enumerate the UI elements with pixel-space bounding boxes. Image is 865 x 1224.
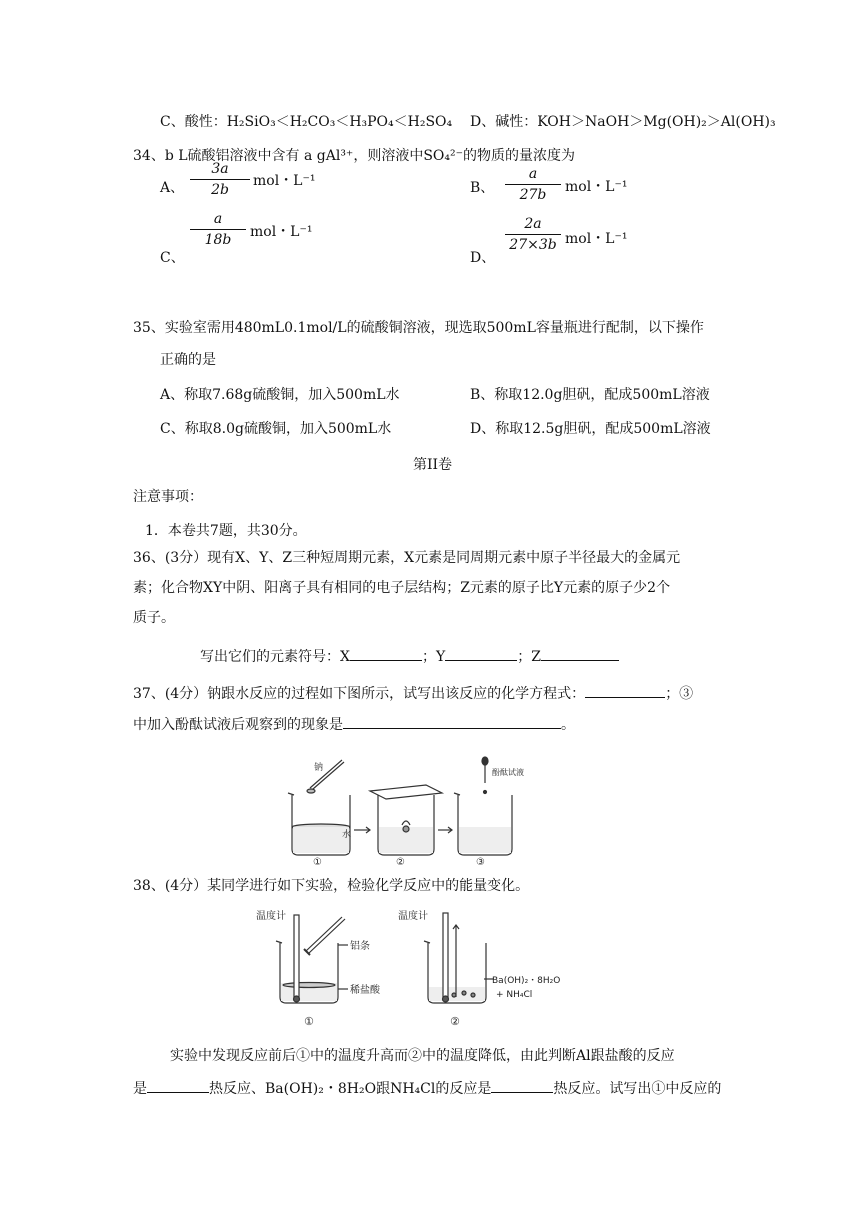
fraction-denominator: 27b [519,187,547,203]
fraction-denominator: 18b [204,232,232,248]
q37-line2 [133,714,575,735]
answer-blank-ba-heat[interactable] [491,1078,553,1093]
indicator-label: 酚酞试液 [492,768,524,777]
q37-line2-end: 。 [561,717,575,733]
answer-blank-y[interactable] [445,646,517,661]
q38-para-start: 是 [133,1081,147,1097]
figure-label-1: ① [304,1015,314,1028]
q34-option-a-letter: A、 [160,180,185,196]
q38-paragraph-line1: 实验中发现反应前后①中的温度升高而②中的温度降低，由此判断Al跟盐酸的反应 [170,1048,675,1064]
answer-blank-z[interactable] [541,646,619,661]
fraction-numerator: a [528,166,538,182]
water-label: 水 [342,830,352,840]
q36-line2: 素；化合物XY中阴、阳离子具有相同的电子层结构；Z元素的原子比Y元素的原子少2个 [133,580,671,596]
q38-para-middle: 热反应、Ba(OH)₂・8H₂O跟NH₄Cl的反应是 [209,1081,492,1097]
q34-option-a-unit: mol・L⁻¹ [253,173,316,189]
energy-experiment-figure [250,905,580,1030]
q35-stem-line1: 35、实验室需用480mL0.1mol/L的硫酸铜溶液，现选取500mL容量瓶进行配制，以下操作 [133,320,704,336]
q38-stem: 38、(4分）某同学进行如下实验，检验化学反应中的能量变化。 [133,878,530,894]
hydrochloric-acid-label: 稀盐酸 [350,985,380,996]
q34-option-a-fraction [190,160,250,199]
q34-option-c-letter: C、 [160,250,185,266]
q36-prompt: 写出它们的元素符号：X [200,649,350,665]
q34-option-b-letter: B、 [470,180,495,196]
q34-stem: 34、b L硫酸铝溶液中含有 a gAl³⁺，则溶液中SO₄²⁻的物质的量浓度为 [133,148,576,164]
q35-option-c: C、称取8.0g硫酸铜，加入500mL水 [160,421,392,437]
q34-option-c-unit: mol・L⁻¹ [250,224,313,240]
q34-option-d-letter: D、 [470,250,496,266]
notice-item-1: 1．本卷共7题，共30分。 [145,523,307,539]
figure-label-2: ② [450,1015,460,1028]
fraction-denominator: 2b [211,182,229,198]
thermometer-label-1: 温度计 [256,911,286,922]
notice-heading: 注意事项： [133,489,203,505]
figure-label-2: ② [396,857,405,867]
q34-option-c-fraction [190,210,246,249]
barium-hydroxide-label: Ba(OH)₂・8H₂O [492,976,561,986]
q37-stem: 37、(4分）钠跟水反应的过程如下图所示，试写出该反应的化学方程式： [133,686,586,702]
q35-stem-line2: 正确的是 [160,352,216,368]
q36-answer-line [200,646,619,667]
q34-option-d-unit: mol・L⁻¹ [565,231,628,247]
q35-option-b: B、称取12.0g胆矾，配成500mL溶液 [470,387,710,403]
q38-para-end: 热反应。试写出①中反应的 [553,1081,722,1097]
sodium-water-figure [280,755,530,867]
separator-z: ；Z [517,649,541,665]
q36-line3: 质子。 [133,610,175,626]
q35-option-a: A、称取7.68g硫酸铜，加入500mL水 [160,387,400,403]
fraction-denominator: 27×3b [509,237,557,253]
figure-label-1: ① [313,857,322,867]
q37-line1-end: ；③ [665,686,694,702]
thermometer-label-2: 温度计 [398,911,428,922]
q33-option-c: C、酸性：H₂SiO₃＜H₂CO₃＜H₃PO₄＜H₂SO₄ [160,114,453,130]
answer-blank-phenomenon[interactable] [343,714,561,729]
fraction-numerator: a [213,211,223,227]
figure-label-3: ③ [476,857,485,867]
q37-phenomenon-prompt: 中加入酚酞试液后观察到的现象是 [133,717,343,733]
q37-line1 [133,683,693,704]
sodium-label: 钠 [314,763,324,773]
section-title: 第II卷 [412,457,453,473]
q34-option-b-unit: mol・L⁻¹ [565,179,628,195]
q38-paragraph-line2 [133,1078,721,1099]
q34-option-b-fraction [505,165,561,204]
answer-blank-equation[interactable] [585,683,665,698]
separator-y: ；Y [421,649,446,665]
ammonium-chloride-label: + NH₄Cl [496,990,533,1000]
q33-option-d: D、碱性：KOH＞NaOH＞Mg(OH)₂＞Al(OH)₃ [470,114,776,130]
q35-option-d: D、称取12.5g胆矾，配成500mL溶液 [470,421,711,437]
q34-option-d-fraction [505,215,561,254]
fraction-numerator: 2a [524,216,542,232]
aluminum-strip-label: 铝条 [350,941,370,952]
answer-blank-al-heat[interactable] [147,1078,209,1093]
answer-blank-x[interactable] [350,646,422,661]
fraction-numerator: 3a [211,161,229,177]
q36-line1: 36、(3分）现有X、Y、Z三种短周期元素，X元素是同周期元素中原子半径最大的金属元 [133,550,681,566]
